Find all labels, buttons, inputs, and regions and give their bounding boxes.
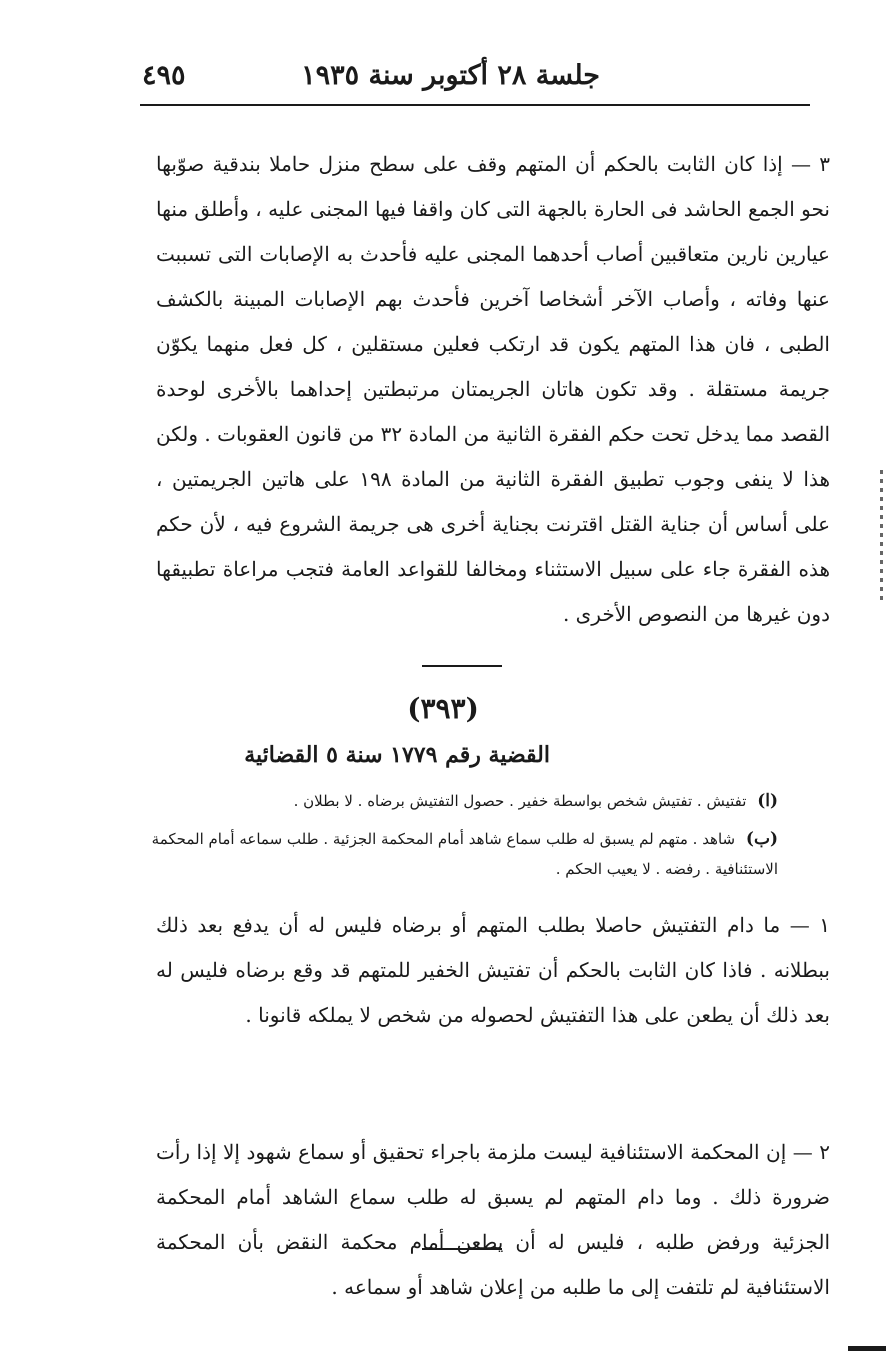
paragraph-text: ٢ — إن المحكمة الاستئنافية ليست ملزمة باجراء تحقيق أو سماع شهود إلا إذا رأت ضرورة ذلك . وما دام المتهم لم يسبق له طلب سماع الشاهد أمام المحكمة الجزئية ورفض طلبه ، فليس له أن يطعن أمام محكمة النقض بأن المحكمة الاستئنافية لم تلتفت إلى ما طلبه من إعلان شاهد أو سماعه . bbox=[156, 1140, 830, 1299]
summary-item-a bbox=[138, 786, 778, 816]
paragraph-text: ٣ — إذا كان الثابت بالحكم أن المتهم وقف على سطح منزل حاملا بندقية صوّبها نحو الجمع الحاشد فى الحارة بالجهة التى كان واقفا فيها المجنى عليه ، وأطلق منها عيارين نارين متعاقبين أصاب أحدهما المجنى عليه فأحدث به الإصابات التى تسببت عنها وفاته ، وأصاب الآخر أشخاصا آخرين فأحدث بهم الإصابات المبينة بالكشف الطبى ، فان هذا المتهم يكون قد ارتكب فعلين مستقلين ، كل فعل منهما يكوّن جريمة مستقلة . وقد تكون هاتان الجريمتان مرتبطتين إحداهما بالأخرى لوحدة القصد مما يدخل تحت حكم الفقرة الثانية من المادة ٣٢ من قانون العقوبات . ولكن هذا لا ينفى وجوب تطبيق الفقرة الثانية من المادة ١٩٨ على هاتين الجريمتين ، على أساس أن جناية القتل اقترنت بجناية أخرى هى جريمة الشروع فيه ، لأن حكم هذه الفقرة جاء على سبيل الاستثناء ومخالفا للقواعد العامة فتجب مراعاة تطبيقها دون غيرها من النصوص الأخرى . bbox=[156, 152, 830, 626]
paragraph-principle-1 bbox=[156, 903, 830, 1038]
page-header bbox=[140, 52, 810, 106]
paragraph-principle-2 bbox=[156, 1130, 830, 1310]
case-number: (٣٩٣) bbox=[407, 692, 479, 725]
summary-marker: (ا) bbox=[757, 791, 778, 811]
section-separator bbox=[422, 1248, 502, 1250]
summary-text: شاهد . متهم لم يسبق له طلب سماع شاهد أمام المحكمة الجزئية . طلب سماعه أمام المحكمة الاستئنافية . رفضه . لا يعيب الحكم . bbox=[151, 830, 778, 878]
summary-text: تفتيش . تفتيش شخص بواسطة خفير . حصول التفتيش برضاه . لا بطلان . bbox=[293, 792, 747, 810]
paragraph-text: ١ — ما دام التفتيش حاصلا بطلب المتهم أو برضاه فليس له أن يدفع بعد ذلك ببطلانه . فاذا كان الثابت بالحكم أن تفتيش الخفير للمتهم قد وقع برضاه فليس له بعد ذلك أن يطعن على هذا التفتيش لحصوله من شخص لا يملكه قانونا . bbox=[156, 913, 830, 1027]
summary-item-b bbox=[138, 824, 778, 884]
running-title: جلسة ٢٨ أكتوبر سنة ١٩٣٥ bbox=[301, 60, 600, 91]
page-number: ٤٩٥ bbox=[142, 60, 186, 91]
case-title: القضية رقم ١٧٧٩ سنة ٥ القضائية bbox=[244, 742, 550, 768]
scan-corner-mark bbox=[848, 1346, 886, 1351]
summary-marker: (ب) bbox=[745, 829, 778, 849]
scan-edge-mark bbox=[880, 470, 883, 600]
paragraph-principle-3 bbox=[156, 142, 830, 637]
section-separator bbox=[422, 665, 502, 667]
